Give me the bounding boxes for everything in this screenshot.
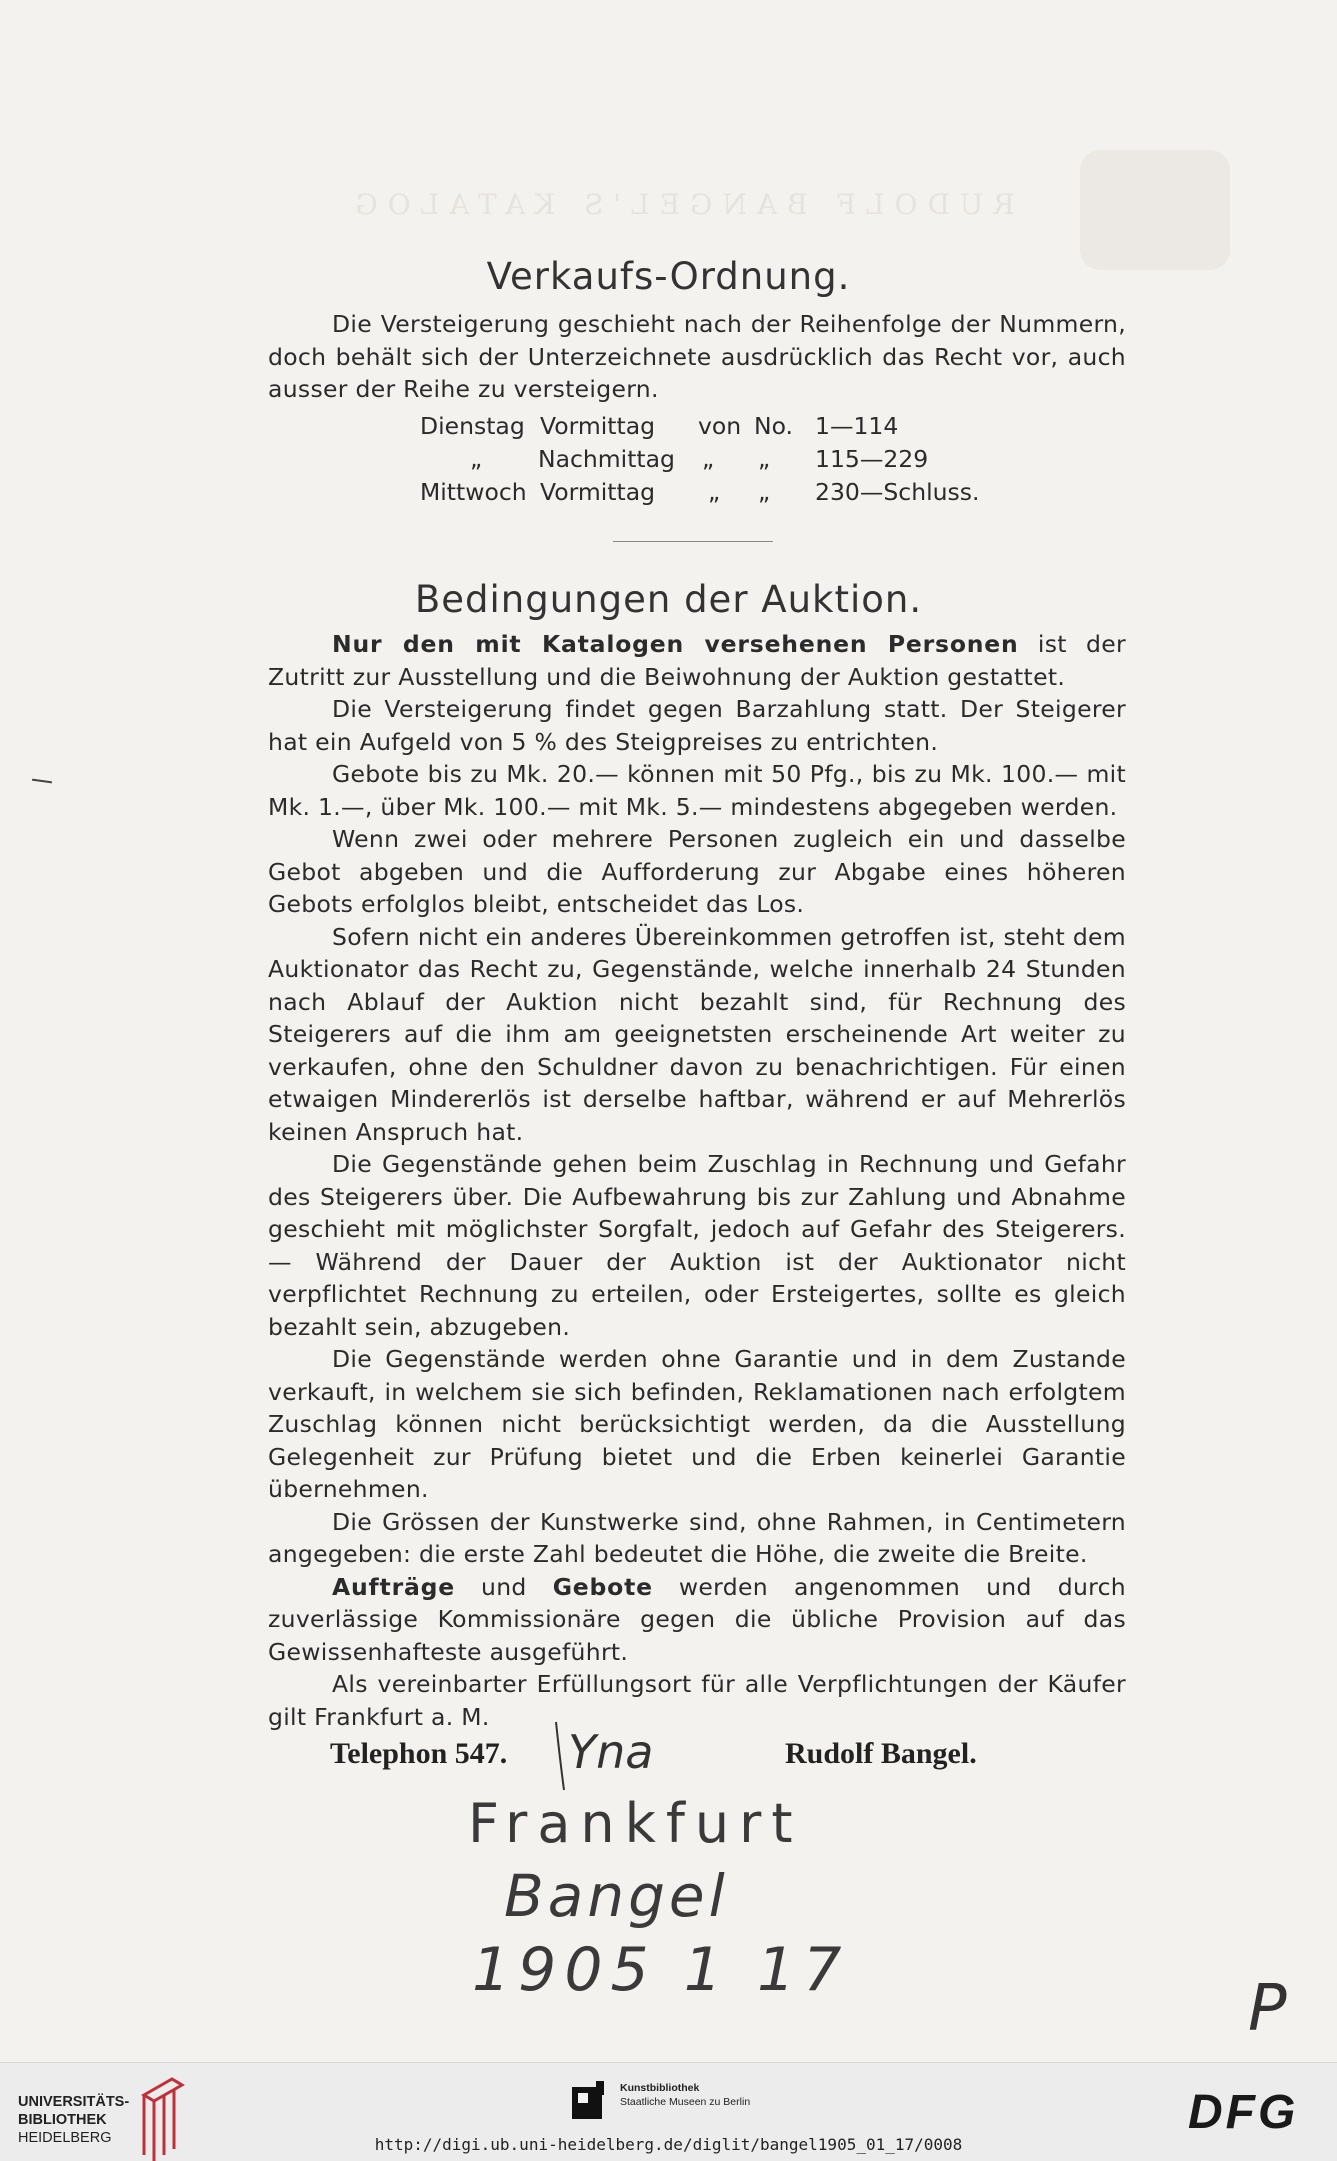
auctioneer-signature: Rudolf Bangel.	[785, 1737, 977, 1770]
kunstbibliothek-logo-icon	[570, 2081, 610, 2125]
telephone: Telephon 547.	[330, 1737, 508, 1770]
schedule-time: Vormittag	[540, 478, 656, 506]
schedule-range: 230—Schluss.	[815, 478, 980, 506]
kunstbibliothek-line: Staatliche Museen zu Berlin	[620, 2096, 751, 2108]
schedule-von: „	[708, 478, 721, 506]
schedule-no: „	[758, 478, 771, 506]
kunstbibliothek-label	[620, 2081, 750, 2109]
schedule-von: „	[702, 445, 715, 473]
schedule-no: No.	[754, 412, 794, 440]
condition-text: ist der Zutritt zur Ausstellung und die Beiwohnung der Auktion gestattet.	[268, 630, 1126, 691]
permalink-url[interactable]: http://digi.ub.uni-heidelberg.de/diglit/bangel1905_01_17/0008	[374, 2135, 963, 2154]
conditions-heading: Bedingungen der Auktion.	[414, 578, 923, 621]
condition-bold: Gebote	[552, 1572, 653, 1601]
schedule-range: 115—229	[815, 445, 929, 473]
condition-text: und	[454, 1572, 553, 1601]
handwritten-line-1: Yna	[568, 1725, 654, 1779]
condition-paragraph: Als vereinbarter Erfüllungsort für alle Verpflichtungen der Käufer gilt Frankfurt a. M.	[268, 1670, 1126, 1731]
schedule-day: Dienstag	[420, 412, 525, 440]
university-line: BIBLIOTHEK	[18, 2112, 107, 2128]
condition-text: werden angenommen und durch zuverlässige Kommissionäre gegen die übliche Provision auf das Gewissenhafteste ausgeführt.	[268, 1572, 1126, 1666]
kunstbibliothek-line: Kunstbibliothek	[620, 2082, 700, 2094]
dfg-logo: DFG	[1188, 2086, 1299, 2139]
schedule-day: „	[470, 445, 483, 473]
show-through-text: RUDOLF BANGEL'S KATALOG	[345, 188, 1015, 221]
handwritten-line-3: Bangel	[504, 1862, 729, 1930]
handwritten-line-4: 1905 1 17	[472, 1935, 850, 2005]
schedule-time: Vormittag	[540, 412, 656, 440]
condition-paragraph: Wenn zwei oder mehrere Personen zugleich ein und dasselbe Gebot abgeben und die Aufforderung zur Abgabe eines höheren Gebots erfolglos bleibt, entscheidet das Los.	[268, 825, 1126, 918]
schedule-day: Mittwoch	[420, 478, 527, 506]
condition-paragraph: Gebote bis zu Mk. 20.— können mit 50 Pfg., bis zu Mk. 100.— mit Mk. 1.—, über Mk. 100.— mit Mk. 5.— mindestens abgegeben werden.	[268, 760, 1126, 821]
university-line: HEIDELBERG	[18, 2130, 112, 2146]
schedule-no: „	[758, 445, 771, 473]
schedule-range: 1—114	[815, 412, 899, 440]
condition-paragraph: Die Gegenstände werden ohne Garantie und in dem Zustande verkauft, in welchem sie sich befinden, Reklamationen nach erfolgtem Zuschlag können nicht berücksichtigt werden, da die Ausstellung Gelegenheit zur Prüfung bietet und die Erben keinerlei Garantie übernehmen.	[268, 1345, 1126, 1503]
order-intro-text: Die Versteigerung geschieht nach der Reihenfolge der Nummern, doch behält sich der Unterzeichnete ausdrücklich das Recht vor, auch ausser der Reihe zu versteigern.	[268, 310, 1126, 403]
schedule-von: von	[698, 412, 742, 440]
handwritten-line-2: Frankfurt	[468, 1792, 803, 1855]
condition-bold: Nur den mit Katalogen versehenen Personen	[332, 630, 1019, 658]
handwritten-corner-mark: P	[1248, 1972, 1287, 2046]
viewer-footer	[0, 2062, 1337, 2161]
condition-paragraph: Sofern nicht ein anderes Übereinkommen getroffen ist, steht dem Auktionator das Recht zu, Gegenstände, welche innerhalb 24 Stunden nach Ablauf der Auktion nicht bezahlt sind, für Rechnung des Steigerers auf die ihm am geeignetsten erscheinende Art weiter zu verkaufen, ohne den Schuldner davon zu benachrichtigen. Für einen etwaigen Mindererlös ist derselbe haftbar, während er auf Mehrerlös keinen Anspruch hat.	[268, 922, 1126, 1146]
condition-paragraph: Die Grössen der Kunstwerke sind, ohne Rahmen, in Centimetern angegeben: die erste Zahl bedeutet die Höhe, die zweite die Breite.	[268, 1507, 1126, 1568]
condition-paragraph: Die Versteigerung findet gegen Barzahlung statt. Der Steigerer hat ein Aufgeld von 5 % des Steigpreises zu entrichten.	[268, 695, 1126, 756]
condition-paragraph: Die Gegenstände gehen beim Zuschlag in Rechnung und Gefahr des Steigerers über. Die Aufbewahrung bis zur Zahlung und Abnahme geschieht mit möglichster Sorgfalt, jedoch auf Gefahr des Steigerers. — Während der Dauer der Auktion ist der Auktionator nicht verpflichtet Rechnung zu erteilen, oder Ersteigertes, sollte es gleich bezahlt sein, abzugeben.	[268, 1150, 1126, 1341]
order-heading: Verkaufs-Ordnung.	[486, 255, 851, 298]
university-line: UNIVERSITÄTS-	[18, 2094, 130, 2110]
schedule-time: Nachmittag	[538, 445, 675, 473]
condition-bold: Aufträge	[332, 1572, 455, 1601]
